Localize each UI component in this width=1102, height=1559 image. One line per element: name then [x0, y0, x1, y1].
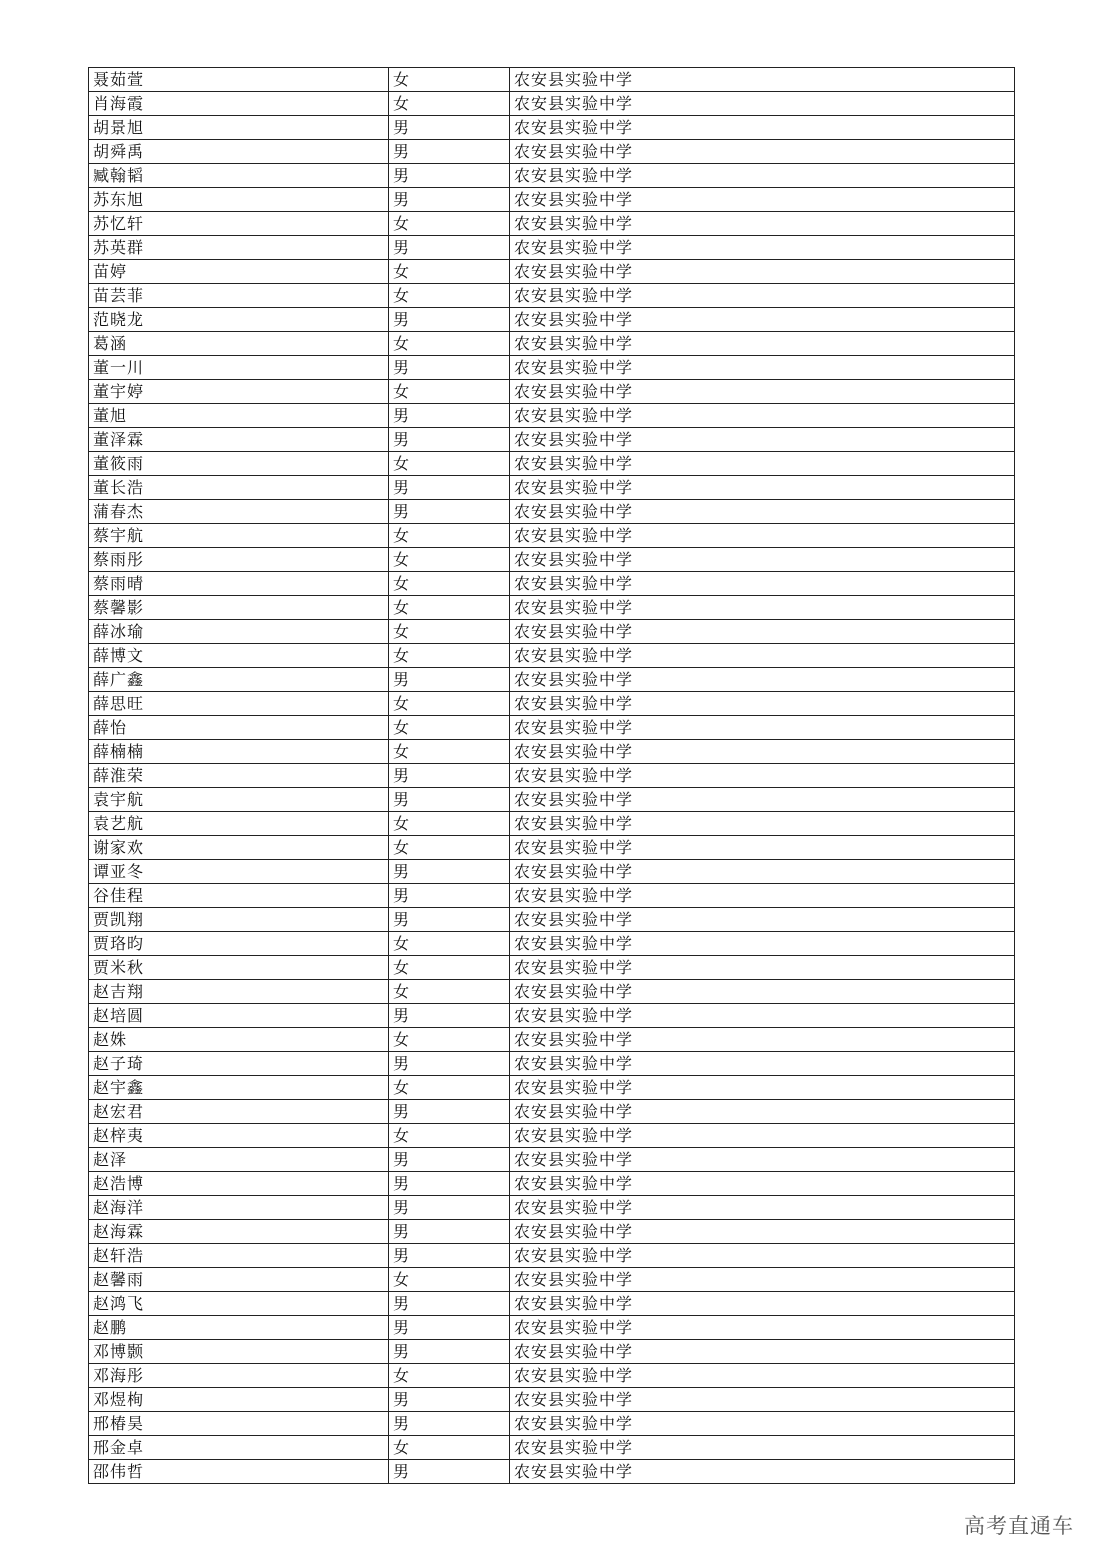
- cell-gender: 男: [389, 1100, 510, 1124]
- table-row: [89, 1124, 1015, 1148]
- cell-gender: 女: [389, 572, 510, 596]
- cell-gender: 女: [389, 980, 510, 1004]
- table-row: [89, 1388, 1015, 1412]
- cell-gender: 男: [389, 788, 510, 812]
- cell-name: 贾米秋: [89, 956, 389, 980]
- table-row: [89, 692, 1015, 716]
- cell-gender: 女: [389, 692, 510, 716]
- table-row: [89, 644, 1015, 668]
- cell-gender: 男: [389, 1460, 510, 1484]
- cell-name: 贾凯翔: [89, 908, 389, 932]
- student-roster-table: [88, 67, 1015, 1484]
- cell-school: 农安县实验中学: [510, 572, 1015, 596]
- cell-name: 董长浩: [89, 476, 389, 500]
- cell-school: 农安县实验中学: [510, 308, 1015, 332]
- cell-gender: 女: [389, 284, 510, 308]
- cell-gender: 男: [389, 668, 510, 692]
- cell-school: 农安县实验中学: [510, 812, 1015, 836]
- cell-gender: 女: [389, 212, 510, 236]
- table-row: [89, 572, 1015, 596]
- cell-school: 农安县实验中学: [510, 476, 1015, 500]
- cell-name: 赵宇鑫: [89, 1076, 389, 1100]
- cell-school: 农安县实验中学: [510, 980, 1015, 1004]
- cell-name: 薛楠楠: [89, 740, 389, 764]
- cell-gender: 男: [389, 1004, 510, 1028]
- cell-school: 农安县实验中学: [510, 1340, 1015, 1364]
- cell-school: 农安县实验中学: [510, 788, 1015, 812]
- cell-name: 邓煜栒: [89, 1388, 389, 1412]
- table-row: [89, 596, 1015, 620]
- cell-name: 葛涵: [89, 332, 389, 356]
- cell-school: 农安县实验中学: [510, 332, 1015, 356]
- table-row: [89, 476, 1015, 500]
- table-row: [89, 1268, 1015, 1292]
- cell-gender: 男: [389, 1412, 510, 1436]
- table-row: [89, 260, 1015, 284]
- table-row: [89, 452, 1015, 476]
- cell-name: 赵梓夷: [89, 1124, 389, 1148]
- table-row: [89, 1316, 1015, 1340]
- table-row: [89, 1076, 1015, 1100]
- cell-gender: 女: [389, 716, 510, 740]
- cell-gender: 女: [389, 932, 510, 956]
- cell-school: 农安县实验中学: [510, 932, 1015, 956]
- cell-gender: 男: [389, 236, 510, 260]
- cell-gender: 男: [389, 500, 510, 524]
- cell-name: 赵子琦: [89, 1052, 389, 1076]
- cell-school: 农安县实验中学: [510, 956, 1015, 980]
- cell-name: 薛冰瑜: [89, 620, 389, 644]
- cell-gender: 男: [389, 884, 510, 908]
- cell-gender: 男: [389, 1292, 510, 1316]
- cell-name: 董筱雨: [89, 452, 389, 476]
- table-row: [89, 188, 1015, 212]
- cell-gender: 女: [389, 548, 510, 572]
- cell-school: 农安县实验中学: [510, 740, 1015, 764]
- cell-name: 赵海洋: [89, 1196, 389, 1220]
- cell-name: 贾珞昀: [89, 932, 389, 956]
- cell-name: 董旭: [89, 404, 389, 428]
- cell-gender: 女: [389, 260, 510, 284]
- cell-gender: 女: [389, 92, 510, 116]
- cell-gender: 女: [389, 1436, 510, 1460]
- table-row: [89, 1028, 1015, 1052]
- cell-school: 农安县实验中学: [510, 380, 1015, 404]
- table-row: [89, 308, 1015, 332]
- cell-gender: 男: [389, 764, 510, 788]
- cell-school: 农安县实验中学: [510, 716, 1015, 740]
- cell-name: 赵吉翔: [89, 980, 389, 1004]
- cell-gender: 女: [389, 740, 510, 764]
- cell-name: 薛广鑫: [89, 668, 389, 692]
- cell-gender: 男: [389, 1052, 510, 1076]
- cell-name: 邢椿昊: [89, 1412, 389, 1436]
- cell-school: 农安县实验中学: [510, 1364, 1015, 1388]
- cell-gender: 女: [389, 332, 510, 356]
- table-row: [89, 140, 1015, 164]
- cell-gender: 男: [389, 908, 510, 932]
- cell-name: 苗婷: [89, 260, 389, 284]
- cell-school: 农安县实验中学: [510, 1316, 1015, 1340]
- cell-gender: 女: [389, 1076, 510, 1100]
- table-row: [89, 812, 1015, 836]
- table-row: [89, 164, 1015, 188]
- cell-school: 农安县实验中学: [510, 116, 1015, 140]
- cell-gender: 女: [389, 836, 510, 860]
- cell-school: 农安县实验中学: [510, 1004, 1015, 1028]
- cell-gender: 女: [389, 812, 510, 836]
- cell-gender: 女: [389, 644, 510, 668]
- table-row: [89, 740, 1015, 764]
- cell-gender: 女: [389, 596, 510, 620]
- cell-name: 薛怡: [89, 716, 389, 740]
- cell-school: 农安县实验中学: [510, 836, 1015, 860]
- cell-school: 农安县实验中学: [510, 764, 1015, 788]
- table-row: [89, 1100, 1015, 1124]
- cell-name: 薛思旺: [89, 692, 389, 716]
- cell-name: 赵轩浩: [89, 1244, 389, 1268]
- cell-school: 农安县实验中学: [510, 620, 1015, 644]
- cell-name: 臧翰韬: [89, 164, 389, 188]
- cell-name: 苏忆轩: [89, 212, 389, 236]
- table-row: [89, 1364, 1015, 1388]
- cell-name: 董宇婷: [89, 380, 389, 404]
- cell-gender: 女: [389, 620, 510, 644]
- cell-name: 范晓龙: [89, 308, 389, 332]
- cell-gender: 女: [389, 68, 510, 92]
- cell-gender: 男: [389, 860, 510, 884]
- cell-school: 农安县实验中学: [510, 212, 1015, 236]
- cell-school: 农安县实验中学: [510, 452, 1015, 476]
- table-row: [89, 1196, 1015, 1220]
- watermark-text: 高考直通车: [964, 1514, 1074, 1538]
- cell-school: 农安县实验中学: [510, 596, 1015, 620]
- cell-school: 农安县实验中学: [510, 644, 1015, 668]
- cell-school: 农安县实验中学: [510, 92, 1015, 116]
- cell-school: 农安县实验中学: [510, 500, 1015, 524]
- cell-gender: 男: [389, 1220, 510, 1244]
- cell-name: 邵伟哲: [89, 1460, 389, 1484]
- cell-name: 聂茹萱: [89, 68, 389, 92]
- cell-name: 赵海霖: [89, 1220, 389, 1244]
- table-row: [89, 620, 1015, 644]
- cell-gender: 男: [389, 1340, 510, 1364]
- cell-name: 谢家欢: [89, 836, 389, 860]
- cell-school: 农安县实验中学: [510, 1052, 1015, 1076]
- cell-name: 胡舜禹: [89, 140, 389, 164]
- table-row: [89, 212, 1015, 236]
- table-row: [89, 980, 1015, 1004]
- cell-gender: 男: [389, 428, 510, 452]
- table-row: [89, 1220, 1015, 1244]
- cell-gender: 男: [389, 140, 510, 164]
- table-row: [89, 764, 1015, 788]
- cell-gender: 女: [389, 1028, 510, 1052]
- cell-gender: 女: [389, 380, 510, 404]
- table-row: [89, 116, 1015, 140]
- cell-name: 赵培圆: [89, 1004, 389, 1028]
- cell-name: 蔡雨晴: [89, 572, 389, 596]
- cell-name: 董一川: [89, 356, 389, 380]
- cell-school: 农安县实验中学: [510, 1268, 1015, 1292]
- table-row: [89, 428, 1015, 452]
- cell-school: 农安县实验中学: [510, 236, 1015, 260]
- table-row: [89, 500, 1015, 524]
- cell-name: 薛淮荣: [89, 764, 389, 788]
- table-row: [89, 932, 1015, 956]
- cell-name: 袁艺航: [89, 812, 389, 836]
- cell-school: 农安县实验中学: [510, 1220, 1015, 1244]
- cell-school: 农安县实验中学: [510, 140, 1015, 164]
- cell-name: 谭亚冬: [89, 860, 389, 884]
- cell-school: 农安县实验中学: [510, 1292, 1015, 1316]
- cell-school: 农安县实验中学: [510, 284, 1015, 308]
- cell-school: 农安县实验中学: [510, 260, 1015, 284]
- table-row: [89, 1052, 1015, 1076]
- cell-school: 农安县实验中学: [510, 404, 1015, 428]
- cell-school: 农安县实验中学: [510, 1124, 1015, 1148]
- cell-school: 农安县实验中学: [510, 1436, 1015, 1460]
- cell-gender: 男: [389, 188, 510, 212]
- table-row: [89, 788, 1015, 812]
- cell-school: 农安县实验中学: [510, 1028, 1015, 1052]
- cell-name: 胡景旭: [89, 116, 389, 140]
- table-row: [89, 1292, 1015, 1316]
- cell-gender: 男: [389, 356, 510, 380]
- cell-gender: 男: [389, 1196, 510, 1220]
- cell-name: 蔡雨彤: [89, 548, 389, 572]
- table-row: [89, 332, 1015, 356]
- cell-name: 赵浩博: [89, 1172, 389, 1196]
- table-row: [89, 380, 1015, 404]
- table-row: [89, 1148, 1015, 1172]
- cell-name: 肖海霞: [89, 92, 389, 116]
- table-row: [89, 1004, 1015, 1028]
- table-row: [89, 1244, 1015, 1268]
- cell-gender: 男: [389, 116, 510, 140]
- cell-school: 农安县实验中学: [510, 1076, 1015, 1100]
- cell-gender: 男: [389, 164, 510, 188]
- cell-school: 农安县实验中学: [510, 668, 1015, 692]
- table-row: [89, 1340, 1015, 1364]
- cell-school: 农安县实验中学: [510, 908, 1015, 932]
- table-row: [89, 836, 1015, 860]
- cell-name: 赵泽: [89, 1148, 389, 1172]
- cell-school: 农安县实验中学: [510, 884, 1015, 908]
- cell-school: 农安县实验中学: [510, 1196, 1015, 1220]
- cell-gender: 男: [389, 404, 510, 428]
- table-row: [89, 956, 1015, 980]
- table-row: [89, 1172, 1015, 1196]
- table-row: [89, 524, 1015, 548]
- cell-name: 邓博颢: [89, 1340, 389, 1364]
- cell-name: 董泽霖: [89, 428, 389, 452]
- cell-gender: 女: [389, 1268, 510, 1292]
- cell-name: 谷佳程: [89, 884, 389, 908]
- cell-name: 蒲春杰: [89, 500, 389, 524]
- cell-name: 苏东旭: [89, 188, 389, 212]
- cell-name: 苗芸菲: [89, 284, 389, 308]
- cell-name: 赵宏君: [89, 1100, 389, 1124]
- cell-school: 农安县实验中学: [510, 1244, 1015, 1268]
- cell-school: 农安县实验中学: [510, 428, 1015, 452]
- cell-school: 农安县实验中学: [510, 1100, 1015, 1124]
- cell-name: 赵馨雨: [89, 1268, 389, 1292]
- table-row: [89, 404, 1015, 428]
- cell-gender: 男: [389, 476, 510, 500]
- cell-name: 赵鸿飞: [89, 1292, 389, 1316]
- cell-school: 农安县实验中学: [510, 524, 1015, 548]
- cell-gender: 男: [389, 1244, 510, 1268]
- cell-gender: 女: [389, 452, 510, 476]
- cell-school: 农安县实验中学: [510, 860, 1015, 884]
- cell-gender: 男: [389, 308, 510, 332]
- table-row: [89, 716, 1015, 740]
- cell-gender: 女: [389, 1364, 510, 1388]
- cell-gender: 女: [389, 524, 510, 548]
- table-row: [89, 92, 1015, 116]
- table-row: [89, 356, 1015, 380]
- cell-name: 邓海彤: [89, 1364, 389, 1388]
- table-row: [89, 236, 1015, 260]
- table-row: [89, 1460, 1015, 1484]
- cell-name: 邢金卓: [89, 1436, 389, 1460]
- cell-name: 赵鹏: [89, 1316, 389, 1340]
- cell-school: 农安县实验中学: [510, 1388, 1015, 1412]
- cell-school: 农安县实验中学: [510, 356, 1015, 380]
- cell-gender: 男: [389, 1172, 510, 1196]
- cell-gender: 男: [389, 1148, 510, 1172]
- cell-school: 农安县实验中学: [510, 1460, 1015, 1484]
- roster-body: [89, 68, 1015, 1484]
- cell-gender: 女: [389, 956, 510, 980]
- cell-name: 苏英群: [89, 236, 389, 260]
- cell-school: 农安县实验中学: [510, 164, 1015, 188]
- table-row: [89, 1412, 1015, 1436]
- table-row: [89, 884, 1015, 908]
- table-row: [89, 908, 1015, 932]
- cell-name: 薛博文: [89, 644, 389, 668]
- table-row: [89, 548, 1015, 572]
- cell-name: 赵姝: [89, 1028, 389, 1052]
- cell-school: 农安县实验中学: [510, 1412, 1015, 1436]
- cell-gender: 男: [389, 1316, 510, 1340]
- cell-school: 农安县实验中学: [510, 692, 1015, 716]
- cell-name: 蔡宇航: [89, 524, 389, 548]
- cell-name: 袁宇航: [89, 788, 389, 812]
- cell-school: 农安县实验中学: [510, 1148, 1015, 1172]
- cell-school: 农安县实验中学: [510, 68, 1015, 92]
- table-row: [89, 68, 1015, 92]
- cell-gender: 男: [389, 1388, 510, 1412]
- cell-school: 农安县实验中学: [510, 548, 1015, 572]
- cell-school: 农安县实验中学: [510, 188, 1015, 212]
- table-row: [89, 284, 1015, 308]
- table-row: [89, 860, 1015, 884]
- table-row: [89, 668, 1015, 692]
- cell-name: 蔡馨影: [89, 596, 389, 620]
- cell-gender: 女: [389, 1124, 510, 1148]
- table-row: [89, 1436, 1015, 1460]
- cell-school: 农安县实验中学: [510, 1172, 1015, 1196]
